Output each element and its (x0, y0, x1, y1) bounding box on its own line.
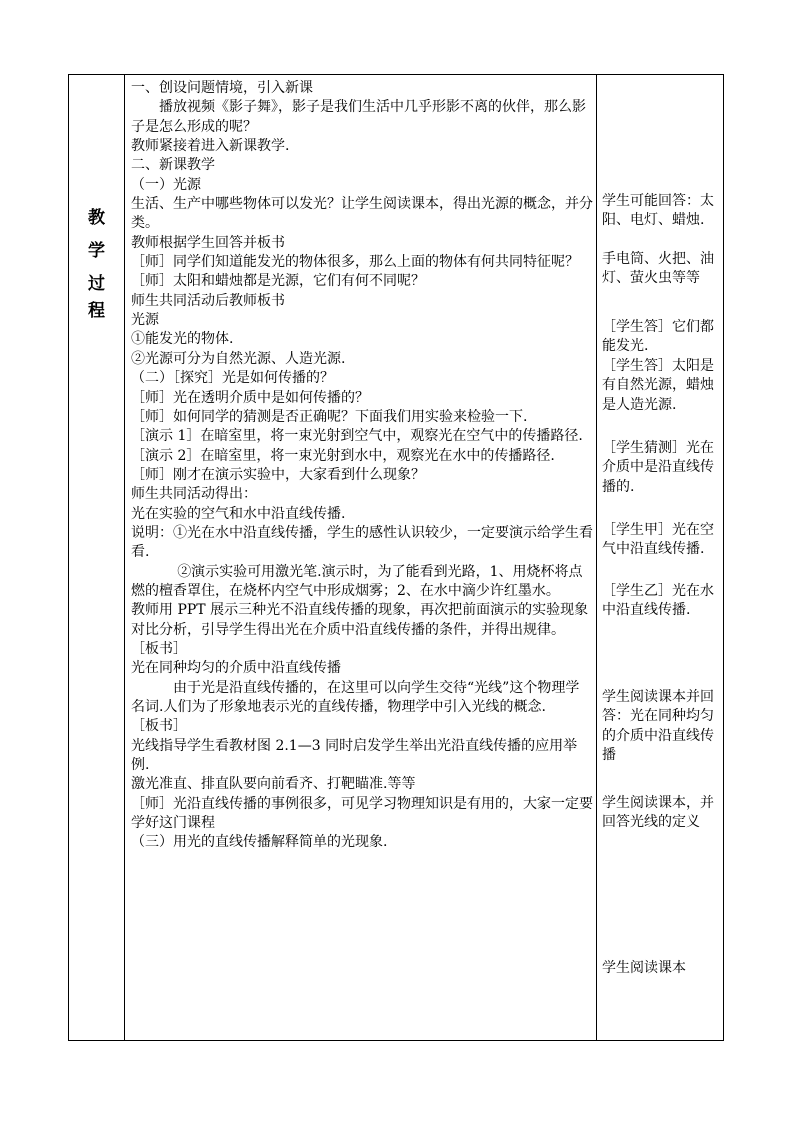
student-note: 学生阅读课本，并回答光线的定义 (602, 795, 714, 831)
column-divider-right (596, 75, 597, 1040)
student-note: ［学生猜测］光在介质中是沿直线传播的. (602, 440, 714, 495)
content-line: 光线指导学生看教材图 2.1—3 同时启发学生举出光沿直线传播的应用举例. (131, 737, 578, 774)
content-line: 教师根据学生回答并板书 (131, 234, 285, 251)
student-note: 学生阅读课本并回答：光在同种均匀的介质中沿直线传播 (602, 689, 714, 763)
content-line: 由于光是沿直线传播的，在这里可以向学生交待“光线”这个物理学名词.人们为了形象地表示光的直线传播，物理学中引入光线的概念. (131, 679, 580, 715)
content-line: （一）光源 (131, 176, 201, 193)
student-note: ［学生乙］光在水中沿直线传播. (602, 583, 714, 619)
content-line: 光源 (131, 312, 159, 329)
content-line: ［师］光沿直线传播的事例很多，可见学习物理知识是有用的，大家一定要学好这门课程 (131, 795, 593, 832)
student-note: ［学生答］它们都能发光. (602, 319, 714, 355)
content-line: 光在同种均匀的介质中沿直线传播 (131, 660, 341, 677)
content-line: ［板书］ (131, 718, 187, 735)
column-divider-left (124, 75, 125, 1040)
content-line: ①能发光的物体. (131, 331, 234, 348)
student-note: ［学生甲］光在空气中沿直线传播. (602, 522, 714, 558)
section-label-char: 学 (88, 241, 105, 261)
content-line: ［师］刚才在演示实验中，大家看到什么现象？ (131, 466, 425, 483)
content-line: 光在实验的空气和水中沿直线传播. (131, 505, 346, 522)
content-line: 说明：①光在水中沿直线传播，学生的感性认识较少，一定要演示给学生看看. (131, 524, 593, 561)
content-line: 教师紧接着进入新课教学. (131, 138, 290, 155)
content-line: （三）用光的直线传播解释简单的光现象. (131, 834, 388, 851)
content-line: ②光源可分为自然光源、人造光源. (131, 350, 346, 367)
content-line: ②演示实验可用激光笔.演示时，为了能看到光路，1、用烧杯将点燃的檀香罩住，在烧杯内空气中形成烟雾；2、在水中滴少许红墨水。 (131, 563, 583, 599)
content-line: ［板书］ (131, 640, 187, 657)
content-line: ［演示 1］在暗室里，将一束光射到空气中，观察光在空气中的传播路径. (131, 428, 583, 445)
content-line: 激光准直、排直队要向前看齐、打靶瞄准.等等 (131, 776, 416, 793)
section-label-char: 过 (88, 274, 105, 294)
student-note: ［学生答］太阳是有自然光源，蜡烛是人造光源. (602, 358, 714, 413)
content-line: ［师］光在透明介质中是如何传播的？ (131, 389, 369, 406)
student-note: 学生可能回答：太阳、电灯、蜡烛. (602, 193, 714, 229)
student-note: 学生阅读课本 (602, 960, 686, 976)
content-line: ［师］太阳和蜡烛都是光源，它们有何不同呢？ (131, 273, 425, 290)
content-line: （二）［探究］光是如何传播的？ (131, 370, 334, 387)
content-line: ［师］同学们知道能发光的物体很多，那么上面的物体有何共同特征呢？ (131, 254, 579, 271)
lesson-plan-table (68, 74, 724, 1041)
content-line: 二、新课教学 (131, 157, 215, 174)
content-line: 教师用 PPT 展示三种光不沿直线传播的现象，再次把前面演示的实验现象对比分析，引导学生得出光在介质中沿直线传播的条件，并得出规律。 (131, 602, 589, 638)
content-line: 播放视频《影子舞》，影子是我们生活中几乎形影不离的伙伴，那么影子是怎么形成的呢？ (131, 99, 586, 135)
content-line: 生活、生产中哪些物体可以发光？让学生阅读课本，得出光源的概念，并分类。 (131, 196, 593, 232)
content-line: ［演示 2］在暗室里，将一束光射到水中，观察光在水中的传播路径. (131, 447, 555, 464)
teaching-content (131, 79, 593, 853)
content-line: 师生共同活动后教师板书 (131, 292, 285, 309)
section-label-char: 教 (88, 208, 105, 228)
content-line: 师生共同活动得出： (131, 486, 257, 503)
section-label-column (69, 75, 124, 1040)
content-line: 一、创设问题情境，引入新课 (131, 80, 313, 96)
section-label-char: 程 (88, 301, 105, 321)
content-line: ［师］如何同学的猜测是否正确呢？下面我们用实验来检验一下. (131, 408, 528, 425)
student-note: 手电筒、火把、油灯、萤火虫等等 (602, 251, 714, 287)
